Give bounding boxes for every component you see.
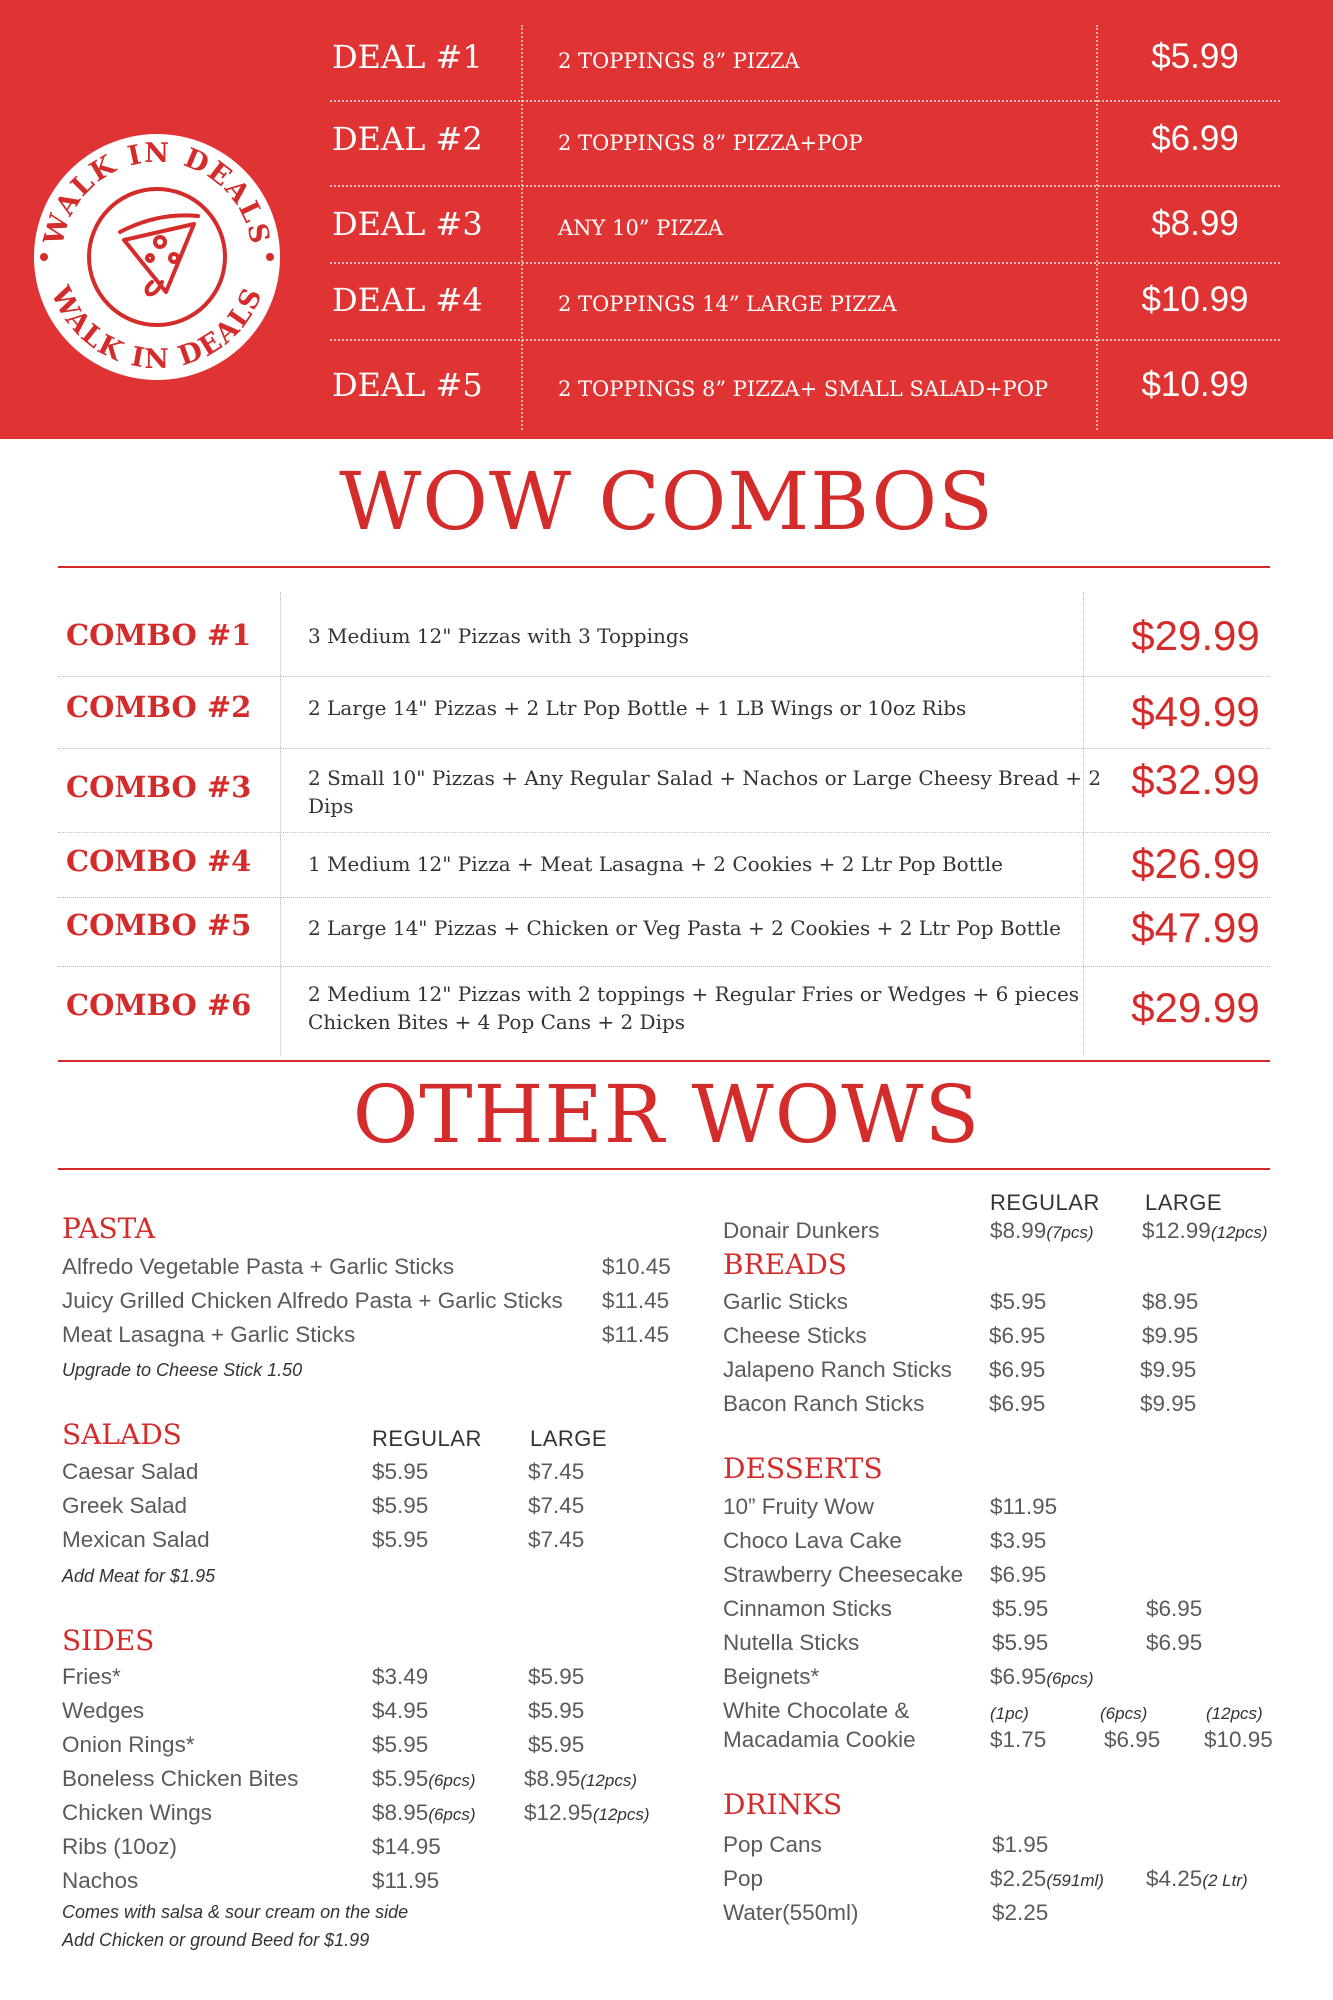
cookie-price: $10.95 <box>1204 1727 1273 1752</box>
deal-name: DEAL #5 <box>332 366 483 404</box>
pasta-note: Upgrade to Cheese Stick 1.50 <box>62 1360 303 1380</box>
menu-item-price-large: $7.45 <box>528 1527 585 1552</box>
menu-item-price-regular: $5.95 <box>372 1732 429 1757</box>
menu-item-price-regular: $5.95 <box>372 1527 429 1552</box>
combo-name: COMBO #3 <box>66 770 252 804</box>
deal-name: DEAL #3 <box>332 205 483 243</box>
menu-item-price-regular: $5.95 <box>372 1493 429 1518</box>
menu-item-price-regular: $6.95 <box>990 1562 1047 1587</box>
deal-name: DEAL #4 <box>332 281 483 319</box>
sides-note: Add Chicken or ground Beed for $1.99 <box>62 1930 370 1950</box>
sides-note: Comes with salsa & sour cream on the side <box>62 1902 409 1922</box>
menu-item: Cinnamon Sticks <box>723 1596 892 1621</box>
walk-in-deals-banner <box>0 0 1333 439</box>
menu-item-price-regular: $2.25 <box>992 1900 1049 1925</box>
combo-divider <box>58 676 1270 677</box>
combo-price: $47.99 <box>1131 904 1260 951</box>
menu-item-price-regular: $2.25(591ml) <box>990 1866 1104 1891</box>
combo-description: 2 Medium 12" Pizzas with 2 toppings + Regular Fries or Wedges + 6 pieces Chicken Bites + 4 Pop Cans + 2 Dips <box>308 982 1080 1034</box>
menu-item-price-regular: $6.95 <box>989 1391 1046 1416</box>
menu-item-price-large: $6.95 <box>1146 1596 1203 1621</box>
menu-item: Strawberry Cheesecake <box>723 1562 964 1587</box>
combo-name: COMBO #1 <box>66 618 252 652</box>
menu-item: Meat Lasagna + Garlic Sticks <box>62 1322 356 1347</box>
menu-item: Water(550ml) <box>723 1900 859 1925</box>
combo-name: COMBO #2 <box>66 690 252 724</box>
salads-heading: SALADS <box>62 1418 182 1451</box>
desserts-heading: DESSERTS <box>723 1452 883 1485</box>
menu-item-price-large: $5.95 <box>528 1664 585 1689</box>
menu-item-price-large: $12.99(12pcs) <box>1142 1218 1268 1243</box>
menu-item-price-large: $5.95 <box>528 1732 585 1757</box>
menu-item-price: $11.45 <box>602 1322 670 1347</box>
menu-item-price-regular: $14.95 <box>372 1834 441 1859</box>
deal-divider <box>330 262 1280 264</box>
menu-item-price-large: $6.95 <box>1146 1630 1203 1655</box>
combo-price: $29.99 <box>1131 984 1260 1031</box>
combo-divider <box>58 897 1270 898</box>
deal-row <box>330 189 1280 259</box>
deal-name: DEAL #1 <box>332 38 483 76</box>
combo-name: COMBO #6 <box>66 988 252 1022</box>
menu-item-price-regular: $5.95 <box>990 1289 1047 1314</box>
combo-column-divider <box>280 592 281 1056</box>
combo-price: $29.99 <box>1131 612 1260 659</box>
combo-description: 3 Medium 12" Pizzas with 3 Toppings <box>308 624 689 648</box>
menu-item-price-regular: $8.95(6pcs) <box>372 1800 476 1825</box>
menu-item: Wedges <box>62 1698 145 1723</box>
salads-note: Add Meat for $1.95 <box>62 1566 216 1586</box>
deal-price: $5.99 <box>1151 37 1239 76</box>
menu-item: Pop Cans <box>723 1832 822 1857</box>
menu-item-price-large: $7.45 <box>528 1493 585 1518</box>
deal-description: 2 TOPPINGS 14” LARGE PIZZA <box>558 292 897 316</box>
other-wows-title: OTHER WOWS <box>352 1068 981 1161</box>
menu-item-price-large: $7.45 <box>528 1459 585 1484</box>
menu-item-price-regular: $6.95 <box>989 1357 1046 1382</box>
menu-item-price-large: $9.95 <box>1140 1357 1197 1382</box>
combo-divider <box>58 748 1270 749</box>
menu-item-price-regular: $5.95 <box>372 1459 429 1484</box>
regular-column-header: REGULAR <box>372 1426 482 1451</box>
menu-item-price-regular: $6.95 <box>989 1323 1046 1348</box>
menu-item: Caesar Salad <box>62 1459 199 1484</box>
menu-item: Onion Rings* <box>62 1732 195 1757</box>
menu-item-price-regular: $6.95(6pcs) <box>990 1664 1094 1689</box>
deal-row <box>330 350 1280 420</box>
menu-item-price-regular: $3.49 <box>372 1664 429 1689</box>
menu-item: Jalapeno Ranch Sticks <box>723 1357 952 1382</box>
cookie-price: $6.95 <box>1104 1727 1161 1752</box>
badge-text-bottom: WALK IN DEALS <box>44 281 270 376</box>
menu-item: Greek Salad <box>62 1493 188 1518</box>
menu-item-price-large: $5.95 <box>528 1698 585 1723</box>
badge-text-top: WALK IN DEALS <box>38 137 276 249</box>
pasta-heading: PASTA <box>62 1212 156 1245</box>
menu-item-price-regular: $5.95(6pcs) <box>372 1766 476 1791</box>
deal-description: 2 TOPPINGS 8” PIZZA+POP <box>558 131 863 155</box>
combos-top-rule <box>58 566 1270 568</box>
combo-description: 1 Medium 12" Pizza + Meat Lasagna + 2 Cookies + 2 Ltr Pop Bottle <box>308 852 1003 876</box>
menu-item: Ribs (10oz) <box>62 1834 178 1859</box>
combo-name: COMBO #5 <box>66 908 252 942</box>
menu-item-price-large: $9.95 <box>1140 1391 1197 1416</box>
menu-item: Garlic Sticks <box>723 1289 849 1314</box>
combo-price: $26.99 <box>1131 840 1260 887</box>
menu-item: Pop <box>723 1866 764 1891</box>
menu-item: 10” Fruity Wow <box>723 1494 874 1519</box>
combo-description: 2 Large 14" Pizzas + Chicken or Veg Pasta + 2 Cookies + 2 Ltr Pop Bottle <box>308 916 1061 940</box>
menu-item: Beignets* <box>723 1664 820 1689</box>
large-column-header: LARGE <box>530 1426 608 1451</box>
deal-description: 2 TOPPINGS 8” PIZZA <box>558 49 800 73</box>
deal-price: $10.99 <box>1141 365 1249 404</box>
menu-item-price-regular: $11.95 <box>372 1868 440 1893</box>
menu-item: Chicken Wings <box>62 1800 213 1825</box>
cookie-quantity: (12pcs) <box>1206 1704 1263 1723</box>
menu-item-price-large: $4.25(2 Ltr) <box>1146 1866 1248 1891</box>
menu-item: Bacon Ranch Sticks <box>723 1391 925 1416</box>
combo-description: 2 Small 10" Pizzas + Any Regular Salad + Nachos or Large Cheesy Bread + 2 Dips <box>308 766 1102 818</box>
combos-title: WOW COMBOS <box>339 455 994 548</box>
menu-item: Juicy Grilled Chicken Alfredo Pasta + Garlic Sticks <box>62 1288 563 1313</box>
large-column-header: LARGE <box>1145 1190 1223 1215</box>
deal-row <box>330 265 1280 335</box>
deal-description: 2 TOPPINGS 8” PIZZA+ SMALL SALAD+POP <box>558 377 1049 401</box>
menu-item-price: $10.45 <box>602 1254 671 1279</box>
deal-divider <box>330 185 1280 187</box>
cookie-quantity: (1pc) <box>990 1704 1029 1723</box>
sides-heading: SIDES <box>62 1624 155 1657</box>
menu-item: Nutella Sticks <box>723 1630 860 1655</box>
breads-heading: BREADS <box>723 1248 847 1281</box>
deal-price: $8.99 <box>1151 204 1239 243</box>
cookie-quantity: (6pcs) <box>1100 1704 1148 1723</box>
walk-in-deals-badge <box>32 132 282 382</box>
deal-divider <box>330 100 1280 102</box>
menu-item-price-regular: $5.95 <box>992 1596 1049 1621</box>
combo-description: 2 Large 14" Pizzas + 2 Ltr Pop Bottle + 1 LB Wings or 10oz Ribs <box>308 696 967 720</box>
deal-divider <box>330 339 1280 341</box>
menu-item-price-large: $9.95 <box>1142 1323 1199 1348</box>
menu-item-price-regular: $3.95 <box>990 1528 1047 1553</box>
combo-name: COMBO #4 <box>66 844 252 878</box>
menu-item: Cheese Sticks <box>723 1323 867 1348</box>
menu-item-price-regular: $11.95 <box>990 1494 1058 1519</box>
menu-item: Alfredo Vegetable Pasta + Garlic Sticks <box>62 1254 455 1279</box>
combo-divider <box>58 832 1270 833</box>
deal-price: $6.99 <box>1151 119 1239 158</box>
menu-item-price-large: $8.95(12pcs) <box>524 1766 637 1791</box>
other-wows-rule <box>58 1168 1270 1170</box>
deal-price: $10.99 <box>1141 280 1249 319</box>
deal-row <box>330 104 1280 174</box>
deal-description: ANY 10” PIZZA <box>558 216 723 240</box>
regular-column-header: REGULAR <box>990 1190 1100 1215</box>
menu-item-price: $11.45 <box>602 1288 670 1313</box>
menu-item-price-regular: $4.95 <box>372 1698 429 1723</box>
combo-price: $49.99 <box>1131 688 1260 735</box>
menu-item: Donair Dunkers <box>723 1218 880 1243</box>
combos-bottom-rule <box>58 1060 1270 1062</box>
menu-item-price-large: $12.95(12pcs) <box>524 1800 650 1825</box>
menu-item-price-large: $8.95 <box>1142 1289 1199 1314</box>
menu-item: Boneless Chicken Bites <box>62 1766 299 1791</box>
menu-item: Fries* <box>62 1664 121 1689</box>
drinks-heading: DRINKS <box>723 1788 843 1821</box>
menu-item-price-regular: $5.95 <box>992 1630 1049 1655</box>
combo-price: $32.99 <box>1131 756 1260 803</box>
combo-divider <box>58 966 1270 967</box>
menu-item: Choco Lava Cake <box>723 1528 902 1553</box>
menu-item: Macadamia Cookie <box>723 1727 916 1752</box>
cookie-price: $1.75 <box>990 1727 1047 1752</box>
menu-item-price-regular: $1.95 <box>992 1832 1049 1857</box>
menu-item: Mexican Salad <box>62 1527 210 1552</box>
menu-item-price-regular: $8.99(7pcs) <box>990 1218 1094 1243</box>
deal-name: DEAL #2 <box>332 120 483 158</box>
deal-row <box>330 22 1280 92</box>
menu-item: White Chocolate & <box>723 1698 910 1723</box>
menu-item: Nachos <box>62 1868 139 1893</box>
